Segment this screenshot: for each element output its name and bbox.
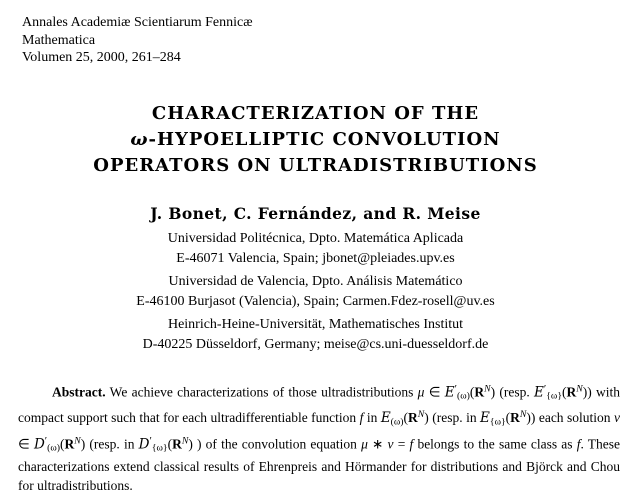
journal-series-line: Mathematica	[22, 32, 96, 48]
journal-header	[22, 14, 253, 67]
affiliations-block	[0, 229, 631, 358]
affiliation-group-meise	[0, 315, 631, 354]
affiliation-group-bonet	[0, 229, 631, 268]
title-line-2: ω-HYPOELLIPTIC CONVOLUTION	[130, 129, 501, 150]
affiliation-line: Universidad Politécnica, Dpto. Matemática Aplicada	[167, 231, 464, 246]
affiliation-address-line: D-40225 Düsseldorf, Germany; meise@cs.uni-duesseldorf.de	[142, 336, 489, 352]
paper-title	[0, 101, 631, 179]
authors-line: J. Bonet, C. Fernández, and R. Meise	[150, 204, 481, 223]
title-line-3: OPERATORS ON ULTRADISTRIBUTIONS	[93, 155, 538, 176]
affiliation-line: Heinrich-Heine-Universität, Mathematisches Institut	[167, 317, 464, 332]
journal-name-line: Annales Academiæ Scientiarum Fennicæ	[22, 15, 253, 30]
affiliation-address-line: E-46100 Burjasot (Valencia), Spain; Carmen.Fdez-rosell@uv.es	[136, 293, 495, 309]
title-line-1: CHARACTERIZATION OF THE	[151, 103, 480, 124]
affiliation-line: Universidad de Valencia, Dpto. Análisis Matemático	[168, 274, 463, 289]
affiliation-group-fernandez	[0, 272, 631, 311]
journal-volume-line: Volumen 25, 2000, 261–284	[22, 50, 181, 65]
abstract-paragraph: Abstract. We achieve characterizations of those ultradistributions μ ∈ $E'(\omega)(R^N)$ (resp. $E'\{\omega\}(R^N)$) with compact support such that for each ultradifferentiable function f in $E(\omega)(R^N)$ (resp. in $E\{\omega\}(R^N)$) each solution ν ∈ $D'(\omega)(R^N)$ (resp. in $D'\{\omega\}(R^N)$ ) of the convolution equation μ ∗ ν = f belongs to the same class as f. These characterizations extend classical results of Ehrenpreis and Hörmander for distributions and Björck and Chou for ultradistributions.	[18, 383, 621, 493]
affiliation-address-line: E-46071 Valencia, Spain; jbonet@pleiades.upv.es	[176, 250, 455, 266]
